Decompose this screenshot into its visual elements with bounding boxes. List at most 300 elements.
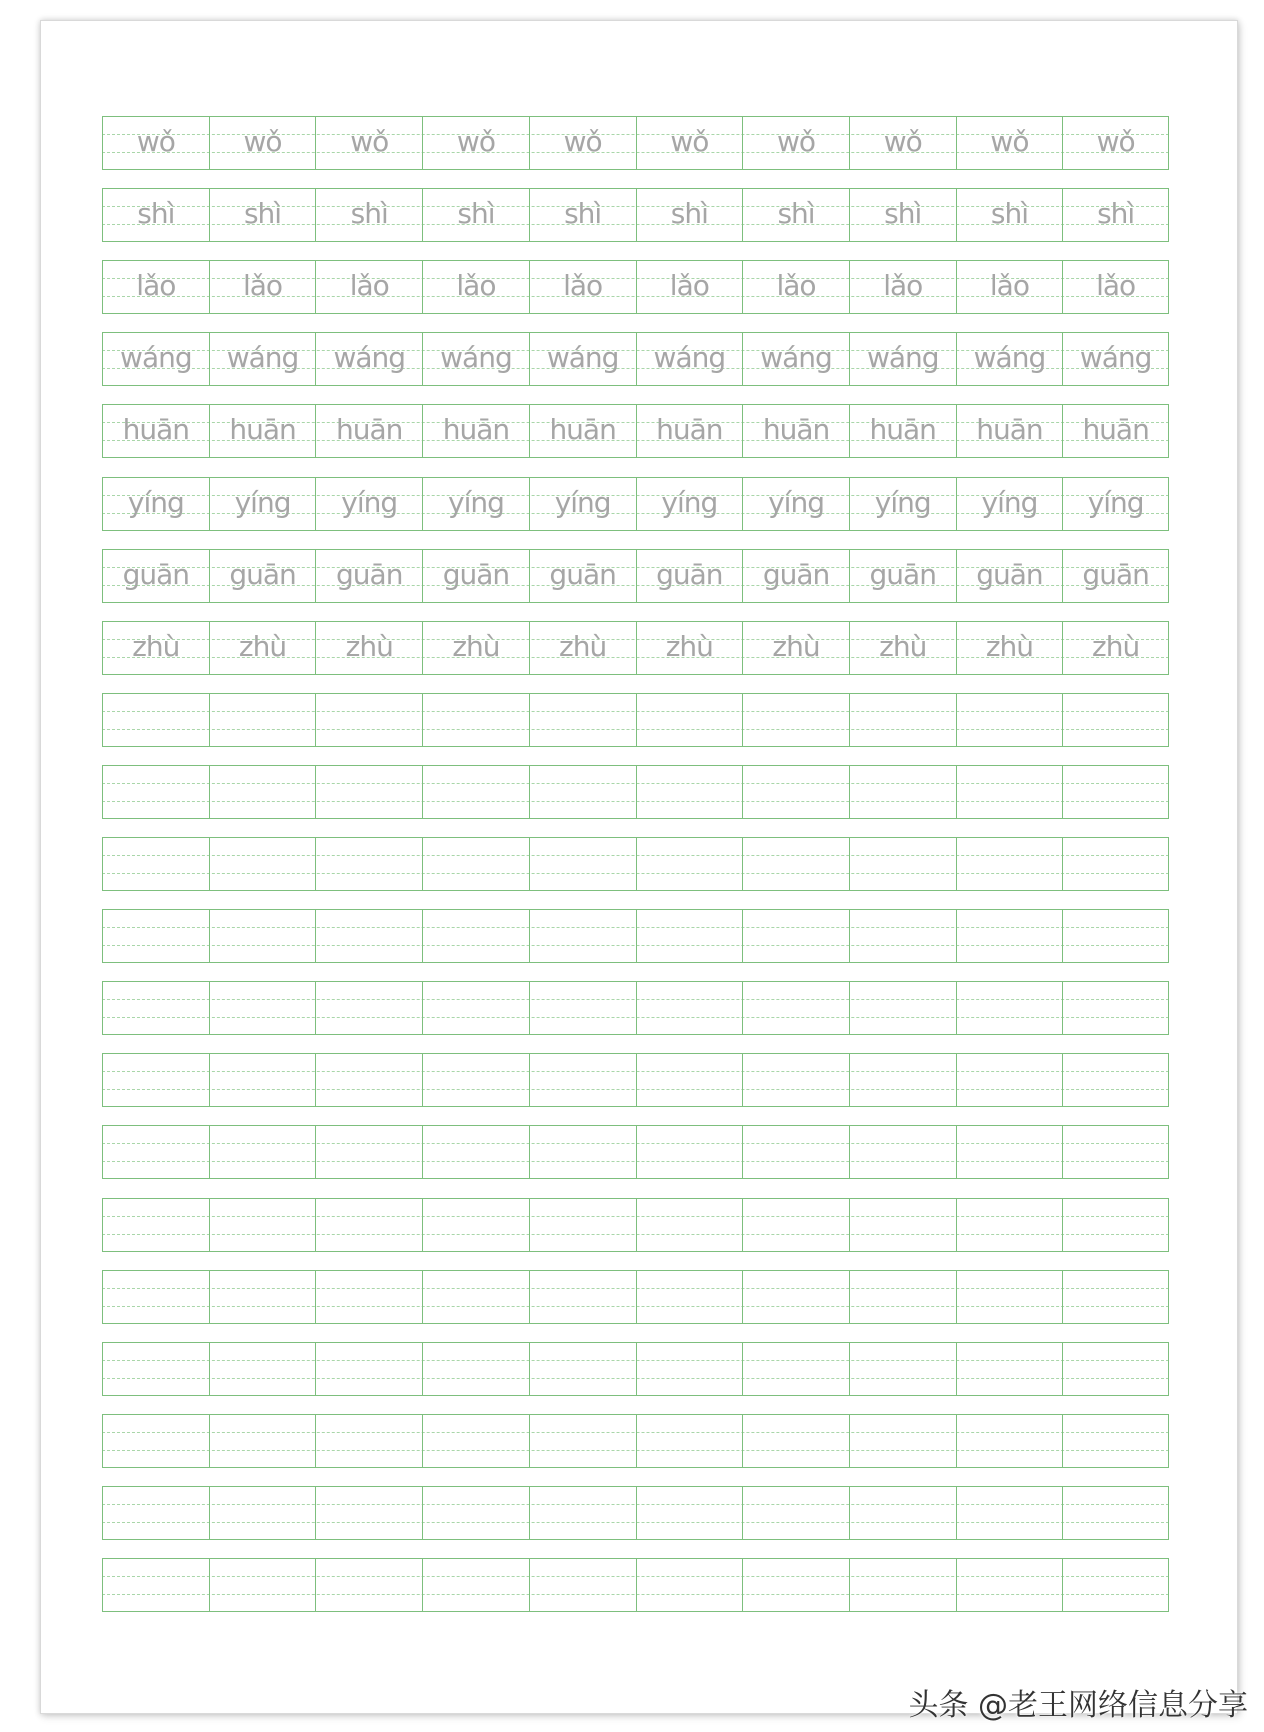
grid-cell xyxy=(1062,766,1169,818)
pinyin-syllable: shì xyxy=(990,197,1028,231)
grid-cell xyxy=(315,550,422,602)
grid-cell xyxy=(209,982,316,1034)
grid-cell xyxy=(849,261,956,313)
grid-cell xyxy=(209,1559,316,1611)
grid-cell xyxy=(102,1487,209,1539)
pinyin-row xyxy=(102,621,1169,675)
grid-cell xyxy=(849,1271,956,1323)
pinyin-syllable: huān xyxy=(336,413,403,447)
grid-cell xyxy=(742,333,849,385)
pinyin-syllable: huān xyxy=(656,413,723,447)
pinyin-syllable: lǎo xyxy=(136,269,176,303)
pinyin-syllable: zhù xyxy=(132,629,180,663)
pinyin-syllable: guān xyxy=(122,557,190,591)
grid-cell xyxy=(1062,1271,1169,1323)
grid-cell xyxy=(956,261,1063,313)
grid-cell xyxy=(742,1487,849,1539)
grid-cell xyxy=(209,261,316,313)
grid-cell xyxy=(529,694,636,746)
grid-cell xyxy=(529,1343,636,1395)
grid-cell xyxy=(102,982,209,1034)
grid-cell xyxy=(956,1271,1063,1323)
grid-cell xyxy=(529,910,636,962)
pinyin-row xyxy=(102,404,1169,458)
grid-cell xyxy=(1062,1054,1169,1106)
grid-cell xyxy=(422,478,529,530)
blank-practice-row xyxy=(102,1125,1169,1179)
grid-cell xyxy=(422,189,529,241)
grid-cell xyxy=(1062,1343,1169,1395)
pinyin-syllable: wǒ xyxy=(1096,125,1135,158)
grid-cell xyxy=(209,478,316,530)
pinyin-syllable: zhù xyxy=(665,629,713,663)
grid-cell xyxy=(849,1126,956,1178)
grid-cell xyxy=(636,405,743,457)
grid-cell xyxy=(849,838,956,890)
grid-cell xyxy=(956,622,1063,674)
grid-cell xyxy=(956,1126,1063,1178)
pinyin-syllable: lǎo xyxy=(1096,269,1136,303)
grid-cell xyxy=(315,910,422,962)
grid-cell xyxy=(422,1271,529,1323)
pinyin-syllable: huān xyxy=(762,413,830,447)
grid-cell xyxy=(529,261,636,313)
grid-cell xyxy=(102,333,209,385)
grid-cell xyxy=(636,333,743,385)
pinyin-syllable: wáng xyxy=(546,341,619,375)
pinyin-syllable: wǒ xyxy=(670,125,709,158)
grid-cell xyxy=(956,1415,1063,1467)
worksheet-page xyxy=(40,20,1238,1714)
pinyin-syllable: yíng xyxy=(554,485,611,519)
pinyin-syllable: wáng xyxy=(120,341,192,375)
grid-cell xyxy=(315,478,422,530)
grid-cell xyxy=(956,1487,1063,1539)
grid-cell xyxy=(636,1487,743,1539)
grid-cell xyxy=(315,1271,422,1323)
grid-cell xyxy=(956,405,1063,457)
grid-cell xyxy=(742,550,849,602)
blank-practice-row xyxy=(102,1558,1169,1612)
grid-cell xyxy=(956,694,1063,746)
grid-cell xyxy=(956,333,1063,385)
pinyin-syllable: wǒ xyxy=(563,125,602,158)
pinyin-syllable: huān xyxy=(442,413,510,447)
grid-cell xyxy=(636,622,743,674)
grid-cell xyxy=(102,838,209,890)
grid-cell xyxy=(636,261,743,313)
grid-cell xyxy=(529,766,636,818)
grid-cell xyxy=(849,982,956,1034)
grid-cell xyxy=(102,766,209,818)
grid-cell xyxy=(849,1415,956,1467)
grid-cell xyxy=(636,1559,743,1611)
grid-cell xyxy=(529,622,636,674)
grid-cell xyxy=(1062,1487,1169,1539)
grid-cell xyxy=(529,838,636,890)
grid-cell xyxy=(422,1415,529,1467)
pinyin-syllable: guān xyxy=(1082,557,1149,591)
pinyin-syllable: wǒ xyxy=(243,125,282,158)
blank-practice-row xyxy=(102,1342,1169,1396)
grid-cell xyxy=(529,1199,636,1251)
pinyin-syllable: yíng xyxy=(661,485,718,519)
grid-cell xyxy=(315,694,422,746)
pinyin-syllable: lǎo xyxy=(669,269,709,303)
grid-cell xyxy=(209,1271,316,1323)
grid-cell xyxy=(636,694,743,746)
grid-cell xyxy=(102,261,209,313)
pinyin-syllable: lǎo xyxy=(456,269,496,303)
pinyin-syllable: zhù xyxy=(985,629,1034,663)
pinyin-syllable: guān xyxy=(336,557,403,591)
grid-cell xyxy=(102,1126,209,1178)
grid-cell xyxy=(209,694,316,746)
pinyin-syllable: shì xyxy=(457,197,495,231)
grid-cell xyxy=(742,1559,849,1611)
grid-cell xyxy=(529,117,636,169)
pinyin-syllable: shì xyxy=(137,197,175,231)
pinyin-syllable: zhù xyxy=(238,629,287,663)
pinyin-syllable: yíng xyxy=(768,485,824,519)
grid-cell xyxy=(742,478,849,530)
grid-cell xyxy=(529,1054,636,1106)
grid-cell xyxy=(529,405,636,457)
grid-cell xyxy=(742,910,849,962)
pinyin-syllable: zhù xyxy=(772,629,820,663)
pinyin-syllable: wáng xyxy=(973,341,1046,375)
pinyin-syllable: shì xyxy=(350,197,388,231)
grid-cell xyxy=(422,1199,529,1251)
grid-cell xyxy=(422,838,529,890)
grid-cell xyxy=(315,405,422,457)
grid-cell xyxy=(315,189,422,241)
grid-cell xyxy=(956,982,1063,1034)
grid-cell xyxy=(742,1054,849,1106)
grid-cell xyxy=(209,550,316,602)
pinyin-syllable: huān xyxy=(976,413,1043,447)
pinyin-syllable: guān xyxy=(869,557,936,591)
grid-cell xyxy=(209,838,316,890)
blank-practice-row xyxy=(102,1270,1169,1324)
pinyin-syllable: guān xyxy=(762,557,830,591)
pinyin-syllable: lǎo xyxy=(563,269,603,303)
grid-cell xyxy=(636,838,743,890)
pinyin-syllable: wáng xyxy=(440,341,512,375)
grid-cell xyxy=(1062,1199,1169,1251)
grid-cell xyxy=(422,1559,529,1611)
pinyin-syllable: lǎo xyxy=(242,269,283,303)
grid-cell xyxy=(636,1199,743,1251)
pinyin-syllable: shì xyxy=(884,197,922,231)
grid-cell xyxy=(209,1054,316,1106)
grid-cell xyxy=(742,694,849,746)
pinyin-syllable: shì xyxy=(1097,197,1135,231)
pinyin-syllable: wáng xyxy=(866,341,939,375)
pinyin-syllable: zhù xyxy=(559,629,607,663)
grid-cell xyxy=(422,333,529,385)
pinyin-row xyxy=(102,260,1169,314)
grid-cell xyxy=(956,1559,1063,1611)
grid-cell xyxy=(315,838,422,890)
blank-practice-row xyxy=(102,1198,1169,1252)
grid-cell xyxy=(209,405,316,457)
grid-cell xyxy=(849,478,956,530)
pinyin-syllable: wǒ xyxy=(883,125,922,158)
grid-cell xyxy=(742,1271,849,1323)
grid-cell xyxy=(636,478,743,530)
grid-cell xyxy=(636,766,743,818)
grid-cell xyxy=(636,910,743,962)
grid-cell xyxy=(636,982,743,1034)
pinyin-syllable: zhù xyxy=(1092,629,1140,663)
grid-cell xyxy=(1062,333,1169,385)
pinyin-syllable: huān xyxy=(1082,413,1149,447)
grid-cell xyxy=(315,1415,422,1467)
pinyin-syllable: zhù xyxy=(345,629,393,663)
pinyin-syllable: yíng xyxy=(981,485,1038,519)
grid-cell xyxy=(636,1054,743,1106)
grid-cell xyxy=(209,1487,316,1539)
grid-cell xyxy=(1062,910,1169,962)
grid-cell xyxy=(742,1415,849,1467)
grid-cell xyxy=(849,117,956,169)
blank-practice-row xyxy=(102,765,1169,819)
grid-cell xyxy=(956,478,1063,530)
grid-cell xyxy=(742,117,849,169)
pinyin-syllable: shì xyxy=(564,197,602,231)
pinyin-syllable: wǒ xyxy=(777,125,816,158)
grid-cell xyxy=(422,694,529,746)
grid-cell xyxy=(636,117,743,169)
pinyin-syllable: wáng xyxy=(1079,341,1152,375)
grid-cell xyxy=(102,550,209,602)
pinyin-row xyxy=(102,188,1169,242)
grid-cell xyxy=(422,550,529,602)
pinyin-row xyxy=(102,477,1169,531)
grid-cell xyxy=(315,117,422,169)
grid-cell xyxy=(422,622,529,674)
grid-cell xyxy=(209,766,316,818)
grid-cell xyxy=(529,1126,636,1178)
grid-cell xyxy=(102,622,209,674)
pinyin-syllable: yíng xyxy=(448,485,504,519)
pinyin-syllable: huān xyxy=(122,413,190,447)
grid-cell xyxy=(422,405,529,457)
blank-practice-row xyxy=(102,981,1169,1035)
grid-cell xyxy=(956,189,1063,241)
grid-cell xyxy=(315,1559,422,1611)
grid-cell xyxy=(315,333,422,385)
pinyin-syllable: wǒ xyxy=(350,125,389,158)
pinyin-syllable: huān xyxy=(549,413,616,447)
grid-cell xyxy=(956,766,1063,818)
pinyin-syllable: huān xyxy=(229,413,296,447)
grid-cell xyxy=(636,1126,743,1178)
grid-cell xyxy=(102,910,209,962)
grid-cell xyxy=(742,405,849,457)
grid-cell xyxy=(1062,189,1169,241)
grid-cell xyxy=(422,117,529,169)
pinyin-syllable: lǎo xyxy=(883,269,923,303)
grid-cell xyxy=(1062,1126,1169,1178)
grid-cell xyxy=(102,1559,209,1611)
grid-cell xyxy=(422,261,529,313)
grid-cell xyxy=(742,1343,849,1395)
grid-cell xyxy=(742,622,849,674)
grid-cell xyxy=(102,694,209,746)
grid-cell xyxy=(1062,694,1169,746)
grid-cell xyxy=(849,550,956,602)
grid-cell xyxy=(1062,622,1169,674)
grid-cell xyxy=(1062,1415,1169,1467)
grid-cell xyxy=(1062,405,1169,457)
grid-cell xyxy=(1062,117,1169,169)
grid-cell xyxy=(209,910,316,962)
grid-cell xyxy=(956,910,1063,962)
pinyin-grid xyxy=(102,116,1169,1616)
grid-cell xyxy=(849,189,956,241)
grid-cell xyxy=(742,1126,849,1178)
pinyin-syllable: guān xyxy=(976,557,1043,591)
grid-cell xyxy=(849,1343,956,1395)
grid-cell xyxy=(209,189,316,241)
pinyin-syllable: wǒ xyxy=(456,125,495,158)
grid-cell xyxy=(209,1126,316,1178)
grid-cell xyxy=(102,405,209,457)
pinyin-syllable: yíng xyxy=(1087,485,1144,519)
pinyin-syllable: guān xyxy=(549,557,616,591)
grid-cell xyxy=(956,1054,1063,1106)
pinyin-syllable: huān xyxy=(869,413,936,447)
grid-cell xyxy=(102,1054,209,1106)
pinyin-syllable: zhù xyxy=(879,629,927,663)
grid-cell xyxy=(422,766,529,818)
grid-cell xyxy=(742,838,849,890)
grid-cell xyxy=(849,1199,956,1251)
grid-cell xyxy=(102,189,209,241)
pinyin-syllable: yíng xyxy=(341,485,398,519)
grid-cell xyxy=(422,1054,529,1106)
pinyin-syllable: wáng xyxy=(226,341,299,375)
grid-cell xyxy=(849,910,956,962)
grid-cell xyxy=(742,982,849,1034)
grid-cell xyxy=(529,333,636,385)
pinyin-syllable: shì xyxy=(777,197,815,231)
pinyin-syllable: wáng xyxy=(653,341,726,375)
grid-cell xyxy=(102,117,209,169)
grid-cell xyxy=(1062,261,1169,313)
grid-cell xyxy=(422,1487,529,1539)
pinyin-syllable: wáng xyxy=(760,341,832,375)
grid-cell xyxy=(849,694,956,746)
grid-cell xyxy=(315,622,422,674)
grid-cell xyxy=(315,261,422,313)
pinyin-syllable: guān xyxy=(229,557,296,591)
grid-cell xyxy=(849,405,956,457)
grid-cell xyxy=(422,982,529,1034)
grid-cell xyxy=(636,1415,743,1467)
grid-cell xyxy=(1062,550,1169,602)
grid-cell xyxy=(315,1487,422,1539)
pinyin-syllable: lǎo xyxy=(989,269,1029,303)
blank-practice-row xyxy=(102,1414,1169,1468)
grid-cell xyxy=(422,1343,529,1395)
grid-cell xyxy=(102,1343,209,1395)
pinyin-syllable: lǎo xyxy=(776,269,816,303)
grid-cell xyxy=(1062,478,1169,530)
pinyin-syllable: yíng xyxy=(127,485,184,519)
grid-cell xyxy=(849,1054,956,1106)
grid-cell xyxy=(849,333,956,385)
grid-cell xyxy=(529,1487,636,1539)
grid-cell xyxy=(315,1126,422,1178)
grid-cell xyxy=(636,550,743,602)
grid-cell xyxy=(529,1559,636,1611)
grid-cell xyxy=(636,1271,743,1323)
grid-cell xyxy=(529,1415,636,1467)
grid-cell xyxy=(529,1271,636,1323)
grid-cell xyxy=(636,189,743,241)
grid-cell xyxy=(529,189,636,241)
grid-cell xyxy=(422,1126,529,1178)
pinyin-syllable: shì xyxy=(243,197,282,231)
pinyin-row xyxy=(102,549,1169,603)
grid-cell xyxy=(1062,1559,1169,1611)
grid-cell xyxy=(849,1487,956,1539)
blank-practice-row xyxy=(102,909,1169,963)
grid-cell xyxy=(849,622,956,674)
grid-cell xyxy=(742,766,849,818)
pinyin-syllable: lǎo xyxy=(349,269,389,303)
grid-cell xyxy=(315,1343,422,1395)
pinyin-syllable: wǒ xyxy=(136,125,175,158)
grid-cell xyxy=(742,261,849,313)
grid-cell xyxy=(422,910,529,962)
grid-cell xyxy=(102,478,209,530)
grid-cell xyxy=(209,333,316,385)
blank-practice-row xyxy=(102,693,1169,747)
pinyin-syllable: yíng xyxy=(234,485,291,519)
grid-cell xyxy=(1062,982,1169,1034)
grid-cell xyxy=(742,1199,849,1251)
pinyin-syllable: wáng xyxy=(333,341,406,375)
pinyin-syllable: guān xyxy=(442,557,510,591)
grid-cell xyxy=(209,1199,316,1251)
pinyin-row xyxy=(102,332,1169,386)
pinyin-syllable: shì xyxy=(670,197,708,231)
pinyin-syllable: guān xyxy=(656,557,723,591)
grid-cell xyxy=(315,982,422,1034)
grid-cell xyxy=(956,1343,1063,1395)
grid-cell xyxy=(742,189,849,241)
watermark: 头条 @老王网络信息分享 xyxy=(908,1688,1248,1723)
blank-practice-row xyxy=(102,1053,1169,1107)
grid-cell xyxy=(209,1343,316,1395)
grid-cell xyxy=(315,1199,422,1251)
grid-cell xyxy=(849,1559,956,1611)
grid-cell xyxy=(102,1199,209,1251)
grid-cell xyxy=(102,1271,209,1323)
blank-practice-row xyxy=(102,837,1169,891)
grid-cell xyxy=(636,1343,743,1395)
grid-cell xyxy=(529,550,636,602)
grid-cell xyxy=(209,1415,316,1467)
grid-cell xyxy=(956,838,1063,890)
pinyin-syllable: zhù xyxy=(452,629,500,663)
grid-cell xyxy=(209,117,316,169)
pinyin-row xyxy=(102,116,1169,170)
